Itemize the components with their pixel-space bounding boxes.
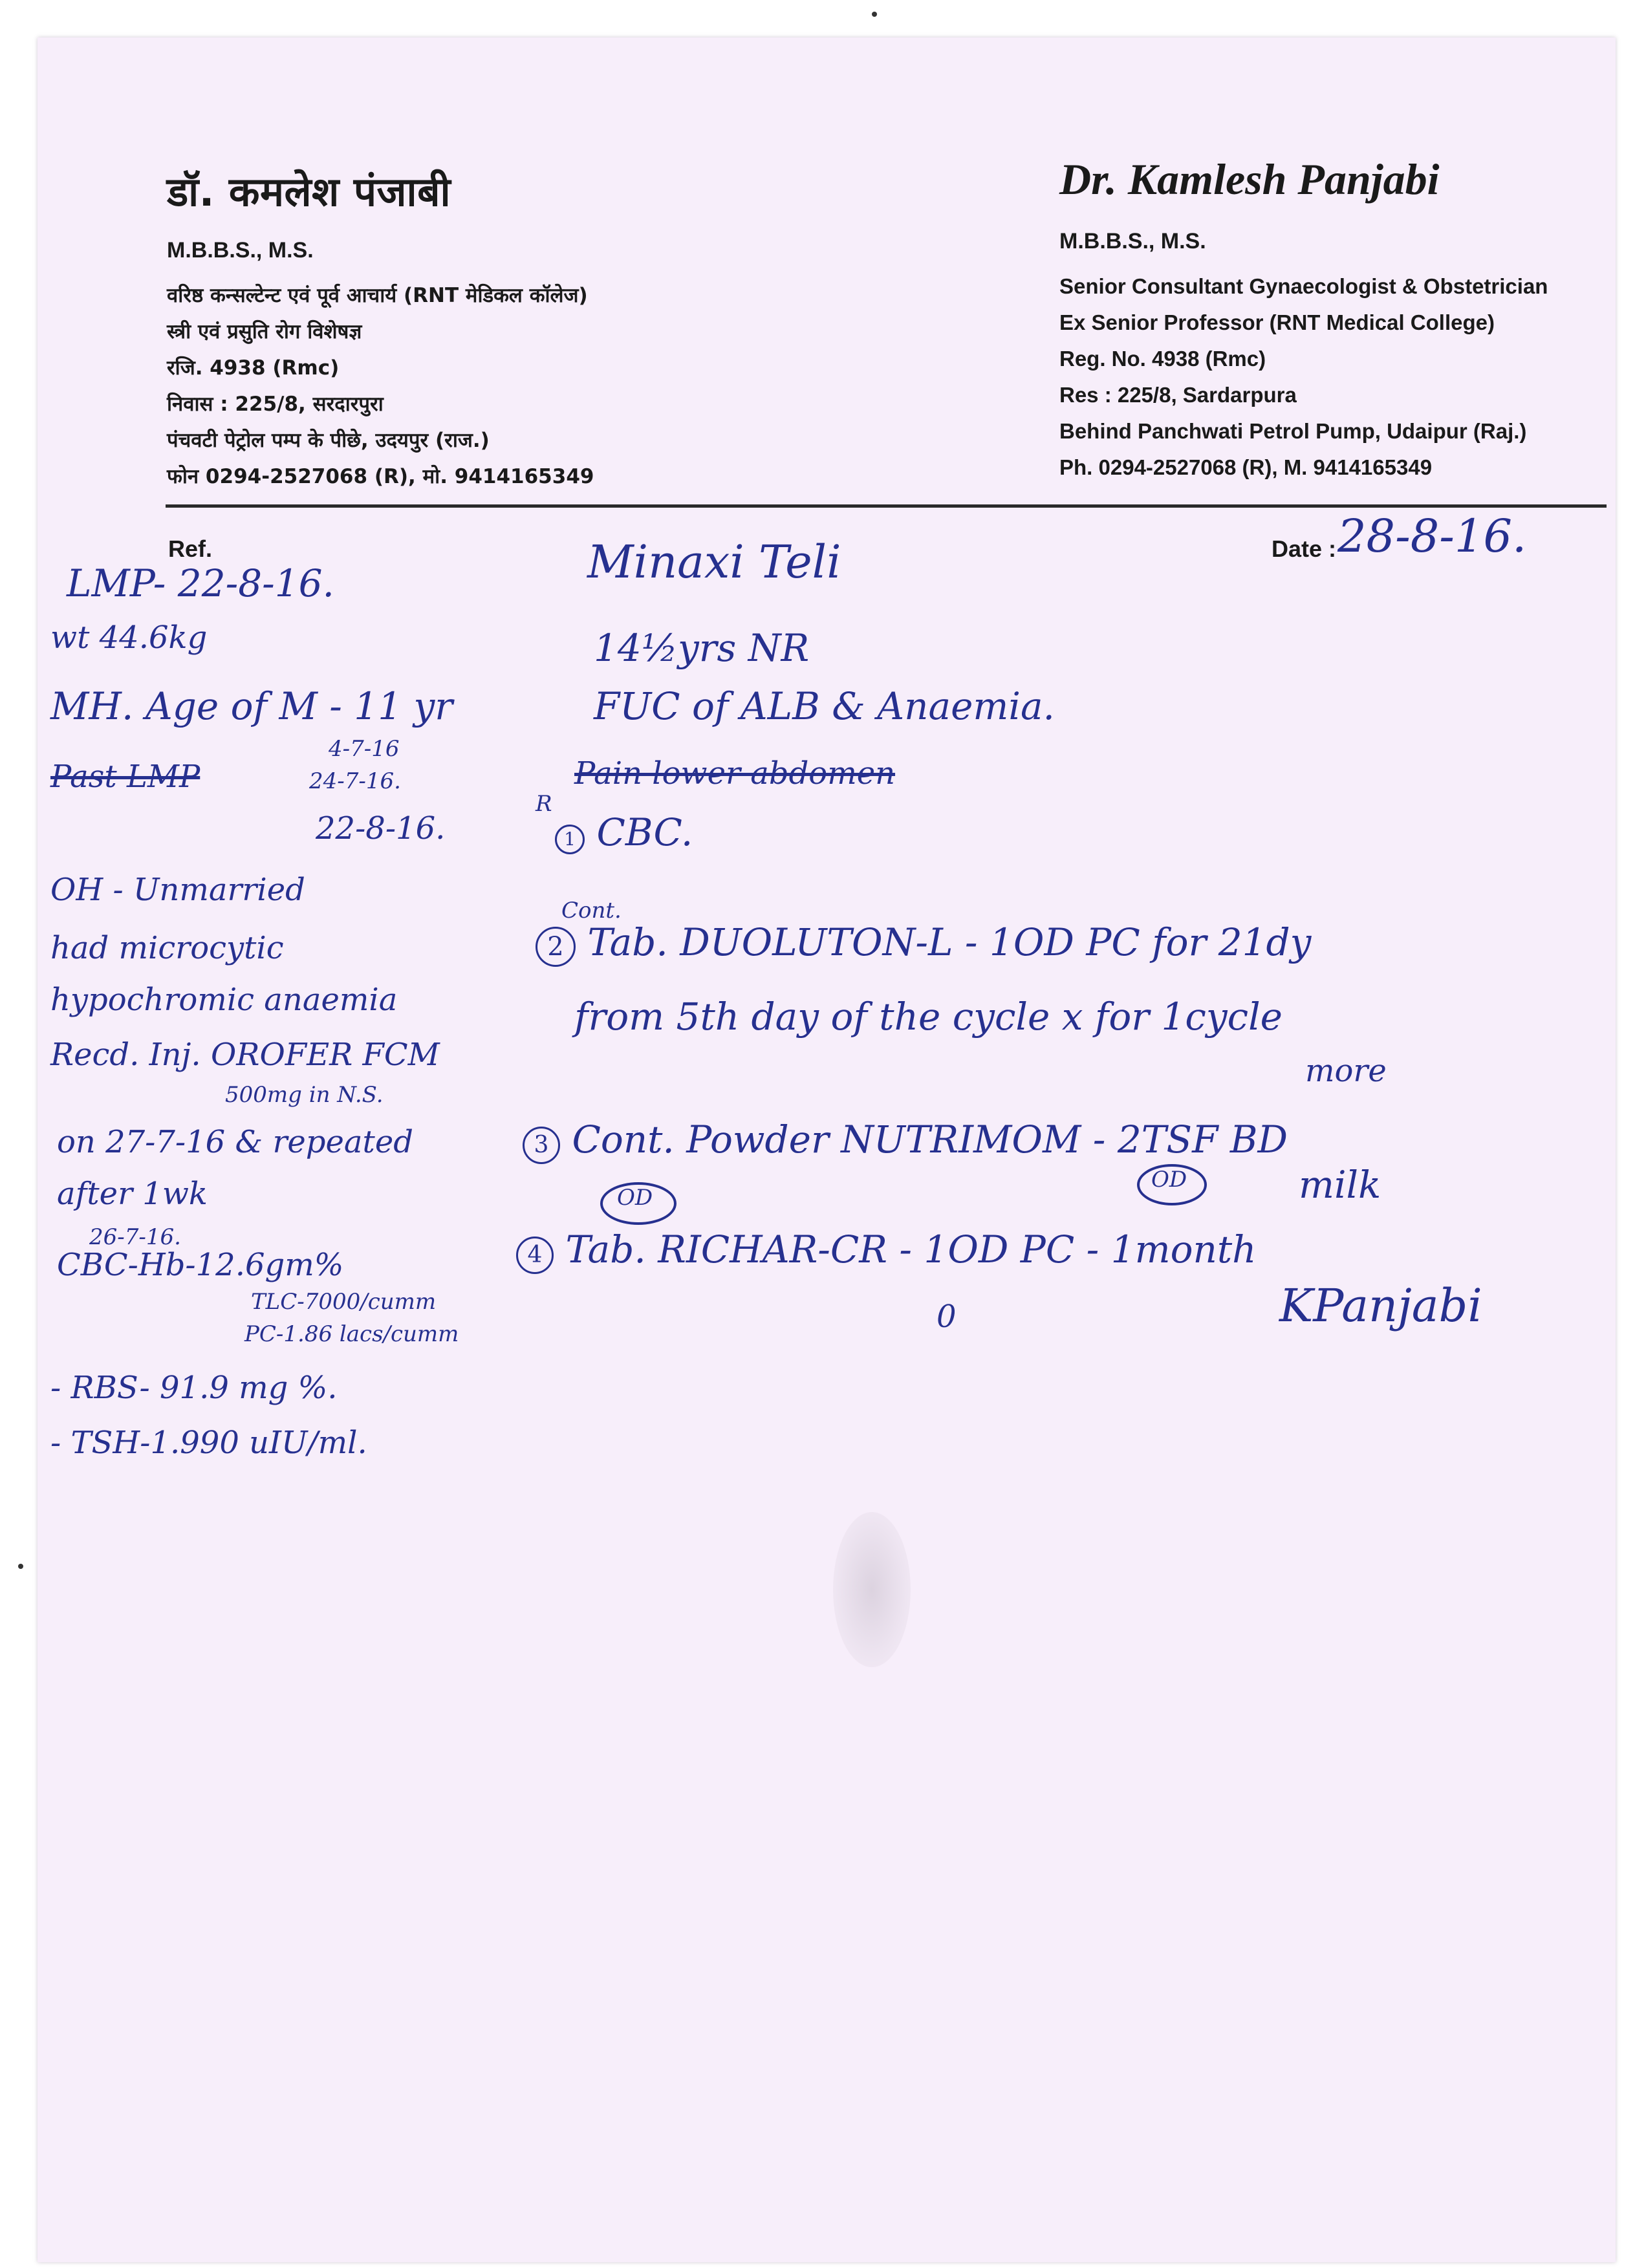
history-line-3: Recd. Inj. OROFER FCM (50, 1037, 440, 1073)
past-lmp-date-2: 24-7-16. (309, 768, 401, 794)
rx-item-3 (523, 1118, 1288, 1164)
rx-item-1-number: 1 (555, 825, 585, 854)
rx-item-2 (536, 920, 1311, 967)
cont-label: Cont. (561, 898, 622, 923)
struck-complaint-text: Pain lower abdomen (574, 755, 896, 792)
cbc-date: 26-7-16. (89, 1224, 181, 1250)
history-line-5: on 27-7-16 & repeated (57, 1124, 413, 1160)
past-lmp-label-text: Past LMP (50, 759, 200, 795)
cbc-hb: CBC-Hb-12.6gm% (57, 1247, 344, 1283)
rx-item-3-number: 3 (523, 1127, 560, 1164)
rx-item-3-text: Cont. Powder NUTRIMOM - 2TSF BD (572, 1118, 1288, 1161)
registration-hindi: रजि. 4938 (Rmc) (167, 356, 340, 380)
chief-complaint: FUC of ALB & Anaemia. (594, 684, 1055, 728)
doctor-name-hindi: डॉ. कमलेश पंजाबी (167, 168, 451, 215)
residence-hindi: निवास : 225/8, सरदारपुरा (167, 393, 384, 416)
phone-hindi: फोन 0294-2527068 (R), मो. 9414165349 (167, 465, 594, 488)
rx-item-4-mark: 0 (937, 1299, 957, 1335)
patient-name: Minaxi Teli (587, 535, 841, 589)
ref-label: Ref. (168, 535, 213, 562)
rx-item-2-line-2: from 5th day of the cycle x for 1cycle (574, 995, 1283, 1039)
header-divider (166, 504, 1607, 508)
specialty-hindi: स्त्री एवं प्रसुति रोग विशेषज्ञ (167, 320, 362, 343)
letterhead-english (1059, 154, 1548, 486)
rx-item-2-number: 2 (536, 927, 576, 967)
history-line-1: had microcytic (50, 930, 284, 966)
address-english: Behind Panchwati Petrol Pump, Udaipur (Raj.) (1059, 419, 1527, 443)
struck-complaint (574, 755, 895, 792)
rx-item-4-text: Tab. RICHAR-CR - 1OD PC - 1month (565, 1227, 1257, 1271)
rx-item-1-text: CBC. (596, 810, 693, 854)
history-line-2: hypochromic anaemia (50, 982, 398, 1018)
history-line-6: after 1wk (57, 1176, 208, 1212)
past-lmp-label (50, 759, 200, 795)
cbc-platelets: PC-1.86 lacs/cumm (244, 1321, 459, 1347)
handwritten-date: 28-8-16. (1337, 510, 1527, 563)
designation-hindi: वरिष्ठ कन्सल्टेन्ट एवं पूर्व आचार्य (RNT मेडिकल कॉलेज) (167, 284, 588, 307)
address-hindi: पंचवटी पेट्रोल पम्प के पीछे, उदयपुर (राज.) (167, 429, 490, 452)
doctor-name-english: Dr. Kamlesh Panjabi (1059, 155, 1440, 204)
past-lmp-date-1: 4-7-16 (329, 736, 400, 762)
rx-item-4 (516, 1227, 1257, 1274)
rx-item-4-number: 4 (516, 1237, 554, 1274)
date-label: Date : (1272, 535, 1337, 562)
rx-symbol: R (536, 791, 552, 817)
residence-english: Res : 225/8, Sardarpura (1059, 383, 1297, 407)
rx-item-3-od-2: OD (1151, 1167, 1187, 1193)
paper-speck-top (872, 12, 877, 17)
paper-stain (833, 1512, 911, 1667)
phone-english: Ph. 0294-2527068 (R), M. 9414165349 (1059, 455, 1433, 479)
rx-item-3-od-1: OD (617, 1185, 653, 1211)
paper-speck-left (18, 1564, 23, 1569)
prescription-paper (38, 38, 1616, 2262)
patient-age: 14½yrs NR (594, 626, 810, 670)
doctor-signature: KPanjabi (1279, 1279, 1482, 1332)
rx-item-2-line-3: more (1305, 1053, 1387, 1089)
former-post-english: Ex Senior Professor (RNT Medical College) (1059, 310, 1495, 334)
rx-item-3-milk: milk (1299, 1163, 1381, 1207)
obstetric-history: OH - Unmarried (50, 872, 305, 908)
letterhead-hindi (167, 164, 594, 495)
rbs-result: - RBS- 91.9 mg %. (50, 1370, 338, 1406)
past-lmp-date-3: 22-8-16. (316, 810, 446, 847)
degrees-english: M.B.B.S., M.S. (1059, 229, 1206, 254)
history-line-4: 500mg in N.S. (225, 1082, 384, 1108)
rx-item-1 (555, 810, 693, 854)
lmp-note: LMP- 22-8-16. (67, 561, 334, 605)
menstrual-history: MH. Age of M - 11 yr (50, 684, 453, 728)
registration-english: Reg. No. 4938 (Rmc) (1059, 347, 1266, 371)
cbc-tlc: TLC-7000/cumm (251, 1289, 437, 1315)
tsh-result: - TSH-1.990 uIU/ml. (50, 1425, 367, 1461)
rx-item-2-text: Tab. DUOLUTON-L - 1OD PC for 21dy (587, 920, 1312, 964)
designation-english: Senior Consultant Gynaecologist & Obstetrician (1059, 274, 1548, 298)
degrees-hindi-side: M.B.B.S., M.S. (167, 238, 314, 263)
weight-note: wt 44.6kg (50, 620, 208, 656)
